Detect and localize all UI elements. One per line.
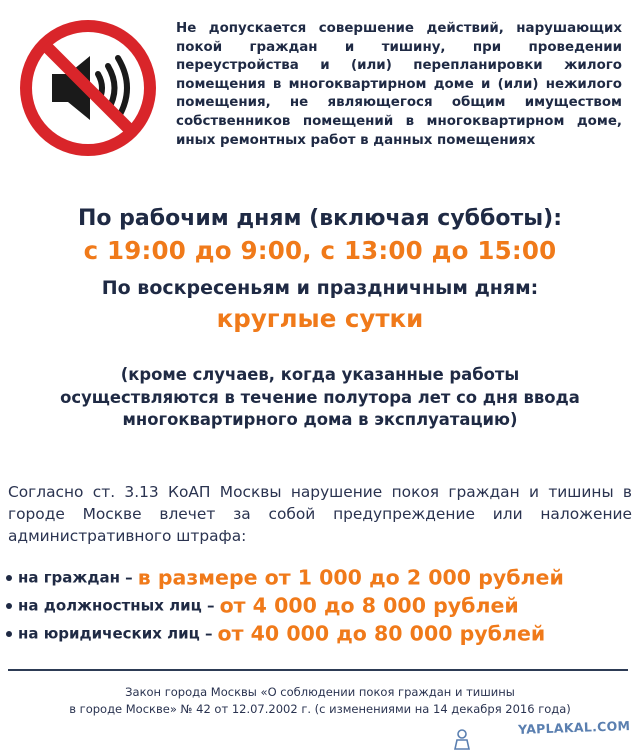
holidays-label: По воскресеньям и праздничным дням: [101, 277, 539, 299]
intro-text: Не допускается совершение действий, нарушающих покой граждан и тишину, при проведении переустройства и (или) перепланировки жилого помещения в многоквартирном доме и (или) нежилого помещения, не являющегося общим имуществом собственников помещений в многоквартирном доме, иных ремонтных работ в данных помещениях [176, 21, 622, 148]
header-section [0, 0, 640, 190]
fine-amount: от 4 000 до 8 000 рублей [219, 593, 519, 618]
fine-item-legal-entities [6, 619, 636, 647]
fine-item-officials [6, 591, 636, 619]
fine-who: на юридических лиц – [18, 624, 213, 643]
footer-line-1: Закон города Москвы «О соблюдении покоя граждан и тишины [125, 685, 515, 699]
fine-who: на должностных лиц – [18, 596, 215, 615]
fine-amount: в размере от 1 000 до 2 000 рублей [137, 565, 564, 590]
footer-line-2: в городе Москве» № 42 от 12.07.2002 г. (с изменениями на 14 декабря 2016 года) [69, 702, 571, 716]
no-sound-icon [18, 18, 158, 158]
weekdays-value: с 19:00 до 9:00, с 13:00 до 15:00 [83, 236, 557, 265]
footer-law-reference [0, 684, 640, 718]
fine-amount: от 40 000 до 80 000 рублей [217, 621, 546, 646]
divider [8, 669, 628, 671]
watermark: YAPLAKAL.COM [517, 718, 631, 737]
bullet-icon [6, 575, 12, 581]
fine-who: на граждан – [18, 568, 133, 587]
holidays-value: круглые сутки [216, 304, 424, 333]
bullet-icon [6, 631, 12, 637]
fine-item-citizens [6, 563, 636, 591]
law-text: Согласно ст. 3.13 КоАП Москвы нарушение покоя граждан и тишины в городе Москве влечет за собой предупреждение или наложение административного штрафа: [8, 483, 632, 545]
weekdays-label: По рабочим дням (включая субботы): [77, 206, 562, 231]
hours-section [0, 204, 640, 336]
exception-note: (кроме случаев, когда указанные работы осуществляются в течение полутора лет со дня ввода многоквартирного дома в эксплуатацию) [60, 365, 580, 429]
watermark-figure-icon [452, 728, 472, 750]
bullet-icon [6, 603, 12, 609]
fines-list [6, 563, 636, 647]
